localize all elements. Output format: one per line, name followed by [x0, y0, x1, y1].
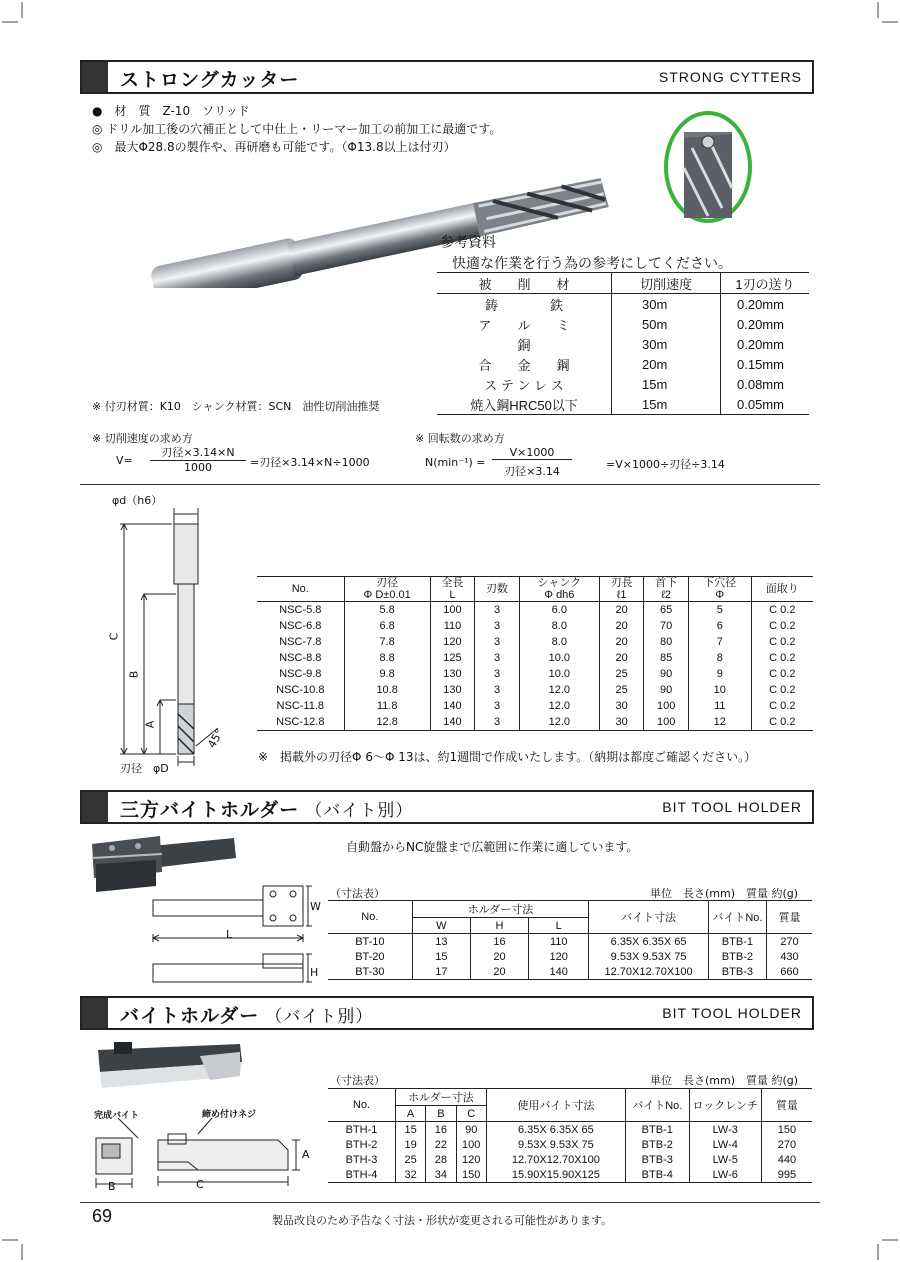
table-caption: （寸法表）: [330, 887, 385, 900]
label-clamp-screw: 締め付けネジ: [202, 1110, 257, 1120]
th-c: C: [456, 1106, 486, 1122]
spec-cell: 3: [475, 634, 520, 650]
spec-cell: 90: [644, 666, 689, 682]
th-b: B: [426, 1106, 456, 1122]
spec-cell: 70: [644, 618, 689, 634]
table-row: [328, 949, 812, 964]
bit-holder-cell: LW-6: [689, 1167, 761, 1183]
holder-cell: BT-10: [328, 934, 412, 950]
spec-cell: 12: [688, 714, 751, 731]
spec-cell: NSC-9.8: [257, 666, 344, 682]
spec-header-5: [599, 577, 644, 602]
spec-cell: 3: [475, 682, 520, 698]
strong-cutter-spec-table: [257, 576, 813, 731]
th-l: L: [529, 918, 589, 934]
section-title-jp: ストロングカッター: [120, 69, 300, 91]
material-note: ※ 付刃材質：K10 シャンク材質：SCN 油性切削油推奨: [92, 400, 380, 413]
spec-cell: 80: [644, 634, 689, 650]
holder-cell: 110: [529, 934, 589, 950]
bit-holder-cell: 90: [456, 1122, 486, 1138]
bit-holder-cell: 6.35X 6.35X 65: [486, 1122, 625, 1138]
dim-diameter-label: 刃径 φD: [120, 762, 169, 775]
table-row: [328, 934, 812, 950]
bit-holder-table: [328, 1088, 812, 1183]
section-title-en: BIT TOOL HOLDER: [662, 1005, 802, 1021]
bit-holder-cell: LW-3: [689, 1122, 761, 1138]
dim-a-label: A: [302, 1148, 310, 1161]
bit-holder-cell: BTB-4: [625, 1167, 689, 1183]
spec-header-line2: L: [449, 589, 456, 601]
spec-cell: 125: [430, 650, 475, 666]
ref-header-feed: 1刃の送り: [735, 276, 795, 292]
ref-feed: 0.05mm: [737, 396, 784, 412]
bit-holder-cell: 100: [456, 1137, 486, 1152]
spec-cell: 8.0: [519, 618, 599, 634]
spec-cell: 110: [430, 618, 475, 634]
spec-cell: 8.8: [344, 650, 430, 666]
th-mass: 質量: [775, 1100, 798, 1112]
bit-holder-cell: 16: [426, 1122, 456, 1138]
spec-cell: 11: [688, 698, 751, 714]
spec-cell: C 0.2: [769, 604, 796, 616]
holder-cell: 6.35X 6.35X 65: [589, 934, 708, 950]
spec-note: ※ 掲載外の刃径Φ 6～Φ 13は、約1週間で作成いたします。（納期は都度ご確認ください。）: [258, 750, 757, 764]
spec-header-line1: 面取り: [765, 583, 799, 595]
section-title-en: STRONG CYTTERS: [658, 69, 802, 85]
holder-cell: 120: [529, 949, 589, 964]
formula-speed-rhs: =刃径×3.14×N÷1000: [250, 456, 370, 469]
spec-cell: 8.0: [519, 634, 599, 650]
table-row: [257, 714, 813, 731]
bit-holder-cell: 150: [456, 1167, 486, 1183]
spec-cell: 20: [599, 634, 644, 650]
table-row: [257, 634, 813, 650]
formula-rpm-numerator: V×1000: [492, 446, 572, 460]
section-title-jp: 三方バイトホルダー （バイト別）: [120, 799, 414, 821]
spec-cell: 3: [475, 714, 520, 731]
ref-feed: 0.08mm: [737, 376, 784, 392]
table-row: [437, 374, 809, 394]
dim-b-label: B: [127, 670, 141, 679]
bit-holder-cell: 22: [426, 1137, 456, 1152]
spec-cell: 6.8: [344, 618, 430, 634]
holder-cell: BT-20: [328, 949, 412, 964]
section-divider: [80, 484, 820, 485]
ref-speed: 15m: [612, 394, 721, 415]
spec-cell: 20: [599, 650, 644, 666]
spec-cell: 100: [430, 602, 475, 619]
page-number: 69: [92, 1206, 113, 1226]
formula-rpm-lhs: N(min⁻¹) =: [425, 456, 486, 469]
holder-cell: 9.53X 9.53X 75: [589, 949, 708, 964]
bit-holder-cell: 32: [395, 1167, 425, 1183]
three-way-holder-drawing: [148, 884, 328, 988]
bit-holder-cell: 12.70X12.70X100: [486, 1152, 625, 1167]
header-accent-block: [82, 62, 108, 92]
spec-cell: 10.0: [519, 666, 599, 682]
spec-cell: 12.8: [344, 714, 430, 731]
feature-max-size: ◎ 最大Φ28.8の製作や、再研磨も可能です。（Φ13.8以上は付刃）: [92, 140, 456, 154]
spec-cell: 5.8: [344, 602, 430, 619]
table-row: [257, 698, 813, 714]
spec-header-line1: 下穴径: [703, 577, 737, 589]
feature-material: ● 材 質 Z-10 ソリッド: [92, 104, 250, 118]
footer-divider: [80, 1202, 820, 1203]
spec-cell: 6.0: [519, 602, 599, 619]
formula-speed-denominator: 1000: [184, 461, 212, 474]
dim-b-label: B: [108, 1180, 116, 1193]
feature-usage: ◎ ドリル加工後の穴補正として中仕上・リーマー加工の前加工に最適です。: [92, 122, 502, 136]
table-row: [257, 618, 813, 634]
holder-cell: 660: [780, 965, 799, 978]
ref-material: 鋳 鉄: [437, 294, 612, 315]
bit-holder-cell: 9.53X 9.53X 75: [486, 1137, 625, 1152]
spec-cell: C 0.2: [769, 636, 796, 648]
th-h: H: [470, 918, 528, 934]
spec-cell: NSC-10.8: [257, 682, 344, 698]
spec-cell: C 0.2: [769, 620, 796, 632]
spec-cell: C 0.2: [769, 700, 796, 712]
formula-speed-lhs: V=: [116, 454, 133, 467]
holder-cell: BT-30: [328, 964, 412, 980]
section-title-jp: バイトホルダー （バイト別）: [120, 1005, 374, 1027]
feature-list: [92, 102, 501, 156]
table-row: [328, 1167, 812, 1183]
holder-cell: BTB-2: [708, 949, 766, 964]
bit-holder-cell: 34: [426, 1167, 456, 1183]
th-bite-no: バイトNo.: [625, 1089, 689, 1122]
spec-cell: 130: [430, 666, 475, 682]
holder-cell: 20: [470, 964, 528, 980]
ref-speed: 30m: [612, 294, 721, 315]
bit-holder-cell: BTB-1: [625, 1122, 689, 1138]
spec-header-7: [688, 577, 751, 602]
spec-cell: NSC-8.8: [257, 650, 344, 666]
reference-title: 参考資料: [440, 235, 496, 251]
spec-cell: 3: [475, 618, 520, 634]
cutter-end-view-photo: [662, 108, 754, 226]
spec-cell: 11.8: [344, 698, 430, 714]
bit-holder-cell: LW-5: [689, 1152, 761, 1167]
th-a: A: [395, 1106, 425, 1122]
spec-header-line2: Φ D±0.01: [363, 589, 411, 601]
table-row: [257, 650, 813, 666]
spec-header-3: [475, 577, 520, 602]
bit-holder-cell: 270: [777, 1138, 797, 1151]
th-bite-dims: バイト寸法: [589, 901, 708, 934]
spec-header-line2: Φ: [715, 589, 725, 601]
table-row: [257, 666, 813, 682]
table-row: [328, 1122, 812, 1138]
spec-header-8: [751, 577, 813, 602]
th-holder-dims: ホルダー寸法: [412, 901, 589, 918]
spec-header-6: [644, 577, 689, 602]
bit-holder-cell: BTH-4: [328, 1167, 395, 1183]
ref-feed: 0.20mm: [737, 316, 784, 332]
formula-rpm-denominator: 刃径×3.14: [504, 465, 560, 478]
ref-speed: 30m: [612, 334, 721, 354]
spec-cell: C 0.2: [769, 684, 796, 696]
bit-holder-cell: 150: [777, 1123, 797, 1136]
dim-l-label: L: [226, 928, 233, 941]
table-row: [437, 314, 809, 334]
spec-cell: 10.0: [519, 650, 599, 666]
spec-cell: 140: [430, 714, 475, 731]
spec-cell: NSC-12.8: [257, 714, 344, 731]
holder-cell: 16: [470, 934, 528, 950]
spec-header-line1: 刃長: [610, 577, 633, 589]
bit-holder-cell: BTB-3: [625, 1152, 689, 1167]
th-mass: 質量: [778, 912, 801, 924]
bit-holder-cell: LW-4: [689, 1137, 761, 1152]
spec-cell: NSC-7.8: [257, 634, 344, 650]
section-title-sub: （バイト別）: [265, 1007, 374, 1027]
header-accent-block: [82, 792, 108, 822]
spec-header-line1: 首下: [655, 577, 678, 589]
bit-holder-cell: 120: [456, 1152, 486, 1167]
holder-cell: 17: [412, 964, 470, 980]
spec-cell: 10.8: [344, 682, 430, 698]
ref-material: 合 金 鋼: [437, 354, 612, 374]
spec-header-line1: シャンク: [537, 577, 582, 589]
spec-header-line2: Φ dh6: [544, 589, 575, 601]
bit-holder-cell: 19: [395, 1137, 425, 1152]
spec-header-line1: No.: [291, 583, 309, 595]
ref-material: 銅: [437, 334, 612, 354]
bit-holder-cell: BTH-2: [328, 1137, 395, 1152]
ref-speed: 50m: [612, 314, 721, 334]
spec-cell: 65: [644, 602, 689, 619]
dim-c-label: C: [107, 632, 121, 641]
table-row: [437, 394, 809, 415]
spec-cell: 90: [644, 682, 689, 698]
spec-cell: 3: [475, 666, 520, 682]
formula-rpm-rhs: =V×1000÷刃径÷3.14: [606, 458, 725, 471]
spec-header-4: [519, 577, 599, 602]
section-header-bit-holder: [80, 996, 814, 1030]
spec-cell: 100: [644, 698, 689, 714]
table-caption: （寸法表）: [330, 1074, 385, 1087]
unit-label: 単位 長さ(mm) 質量 約(g): [650, 1074, 799, 1087]
bit-holder-cell: 995: [777, 1168, 797, 1181]
ref-speed: 20m: [612, 354, 721, 374]
spec-header-0: [257, 577, 344, 602]
header-accent-block: [82, 998, 108, 1028]
spec-cell: 25: [599, 682, 644, 698]
dim-w-label: W: [310, 900, 321, 913]
section-title-sub: （バイト別）: [305, 801, 414, 821]
three-way-holder-table: [328, 900, 812, 980]
spec-cell: 25: [599, 666, 644, 682]
holder-cell: 13: [412, 934, 470, 950]
holder-cell: 270: [780, 935, 799, 948]
dim-angle-label: 45°: [205, 726, 227, 751]
table-row: [328, 1137, 812, 1152]
bit-holder-cell: BTH-3: [328, 1152, 395, 1167]
spec-header-line1: 全長: [441, 577, 464, 589]
holder-cell: BTB-1: [708, 934, 766, 950]
section-header-three-way-holder: [80, 790, 814, 824]
holder-cell: 20: [470, 949, 528, 964]
section-header-strong-cutters: [80, 60, 814, 94]
bit-holder-cell: 28: [426, 1152, 456, 1167]
spec-header-line2: ℓ2: [661, 589, 672, 601]
table-row: [437, 334, 809, 354]
spec-cell: NSC-5.8: [257, 602, 344, 619]
table-row: [257, 602, 813, 619]
spec-cell: 140: [430, 698, 475, 714]
th-no: No.: [328, 1089, 395, 1122]
spec-cell: 7: [688, 634, 751, 650]
bit-holder-cell: BTB-2: [625, 1137, 689, 1152]
table-row: [437, 294, 809, 315]
spec-cell: NSC-6.8: [257, 618, 344, 634]
ref-speed: 15m: [612, 374, 721, 394]
th-bite-no: バイトNo.: [708, 901, 766, 934]
table-row: [328, 1152, 812, 1167]
spec-cell: 30: [599, 698, 644, 714]
spec-cell: 30: [599, 714, 644, 731]
table-row: [257, 682, 813, 698]
th-lock-wrench: ロックレンチ: [689, 1089, 761, 1122]
reference-subtitle: 快適な作業を行う為の参考にしてください。: [452, 256, 732, 272]
spec-cell: 12.0: [519, 714, 599, 731]
table-row: [437, 354, 809, 374]
spec-cell: NSC-11.8: [257, 698, 344, 714]
spec-cell: C 0.2: [769, 716, 796, 728]
formula-rpm-title: ※ 回転数の求め方: [415, 432, 505, 445]
footer-note: 製品改良のため予告なく寸法・形状が変更される可能性があります。: [272, 1214, 613, 1227]
spec-cell: 9: [688, 666, 751, 682]
spec-cell: 20: [599, 618, 644, 634]
section-title-en: BIT TOOL HOLDER: [662, 799, 802, 815]
spec-cell: 3: [475, 698, 520, 714]
bit-holder-drawing: [88, 1116, 320, 1200]
spec-cell: 3: [475, 602, 520, 619]
dim-a-label: A: [143, 720, 157, 729]
spec-header-2: [430, 577, 475, 602]
spec-cell: C 0.2: [769, 668, 796, 680]
th-holder-dims: ホルダー寸法: [395, 1089, 486, 1106]
holder-cell: 140: [529, 964, 589, 980]
formula-speed-numerator: 刃径×3.14×N: [150, 444, 246, 461]
spec-cell: C 0.2: [769, 652, 796, 664]
cutting-reference-table: [437, 272, 809, 415]
bit-holder-cell: 25: [395, 1152, 425, 1167]
holder-cell: 430: [780, 950, 799, 963]
spec-cell: 3: [475, 650, 520, 666]
holder-cell: 15: [412, 949, 470, 964]
th-no: No.: [328, 901, 412, 934]
spec-cell: 12.0: [519, 682, 599, 698]
ref-feed: 0.20mm: [737, 336, 784, 352]
dim-c-label: C: [196, 1178, 204, 1191]
ref-material: 焼入鋼HRC50以下: [437, 394, 612, 415]
ref-feed: 0.20mm: [737, 296, 784, 312]
spec-cell: 6: [688, 618, 751, 634]
ref-feed: 0.15mm: [737, 356, 784, 372]
spec-cell: 20: [599, 602, 644, 619]
bit-holder-cell: 15: [395, 1122, 425, 1138]
th-w: W: [412, 918, 470, 934]
unit-label: 単位 長さ(mm) 質量 約(g): [650, 887, 799, 900]
spec-cell: 12.0: [519, 698, 599, 714]
spec-cell: 85: [644, 650, 689, 666]
spec-header-line2: ℓ1: [616, 589, 627, 601]
spec-cell: 8: [688, 650, 751, 666]
ref-material: ア ル ミ: [437, 314, 612, 334]
bit-holder-cell: 440: [777, 1153, 797, 1166]
ref-material: ス テ ン レ ス: [437, 374, 612, 394]
bit-holder-photo: [90, 1036, 250, 1094]
spec-cell: 130: [430, 682, 475, 698]
dim-shank-label: φd（h6）: [112, 494, 163, 507]
holder-description: 自動盤からNC旋盤まで広範囲に作業に適しています。: [346, 840, 639, 854]
spec-cell: 120: [430, 634, 475, 650]
holder-cell: BTB-3: [708, 964, 766, 980]
spec-cell: 9.8: [344, 666, 430, 682]
spec-header-line1: 刃径: [376, 577, 399, 589]
spec-cell: 7.8: [344, 634, 430, 650]
ref-header-material: 被 削 材: [437, 273, 612, 294]
dim-h-label: H: [310, 966, 319, 979]
holder-cell: 12.70X12.70X100: [589, 964, 708, 980]
table-row: [328, 964, 812, 980]
bit-holder-cell: BTH-1: [328, 1122, 395, 1138]
spec-cell: 100: [644, 714, 689, 731]
bit-holder-cell: 15.90X15.90X125: [486, 1167, 625, 1183]
spec-header-line1: 刃数: [486, 583, 509, 595]
formula-speed-title: ※ 切削速度の求め方: [92, 432, 193, 445]
th-bite-dims: 使用バイト寸法: [486, 1089, 625, 1122]
spec-cell: 5: [688, 602, 751, 619]
spec-header-1: [344, 577, 430, 602]
label-finished-bite: 完成バイト: [94, 1111, 140, 1121]
ref-header-speed: 切削速度: [612, 273, 721, 294]
spec-cell: 10: [688, 682, 751, 698]
